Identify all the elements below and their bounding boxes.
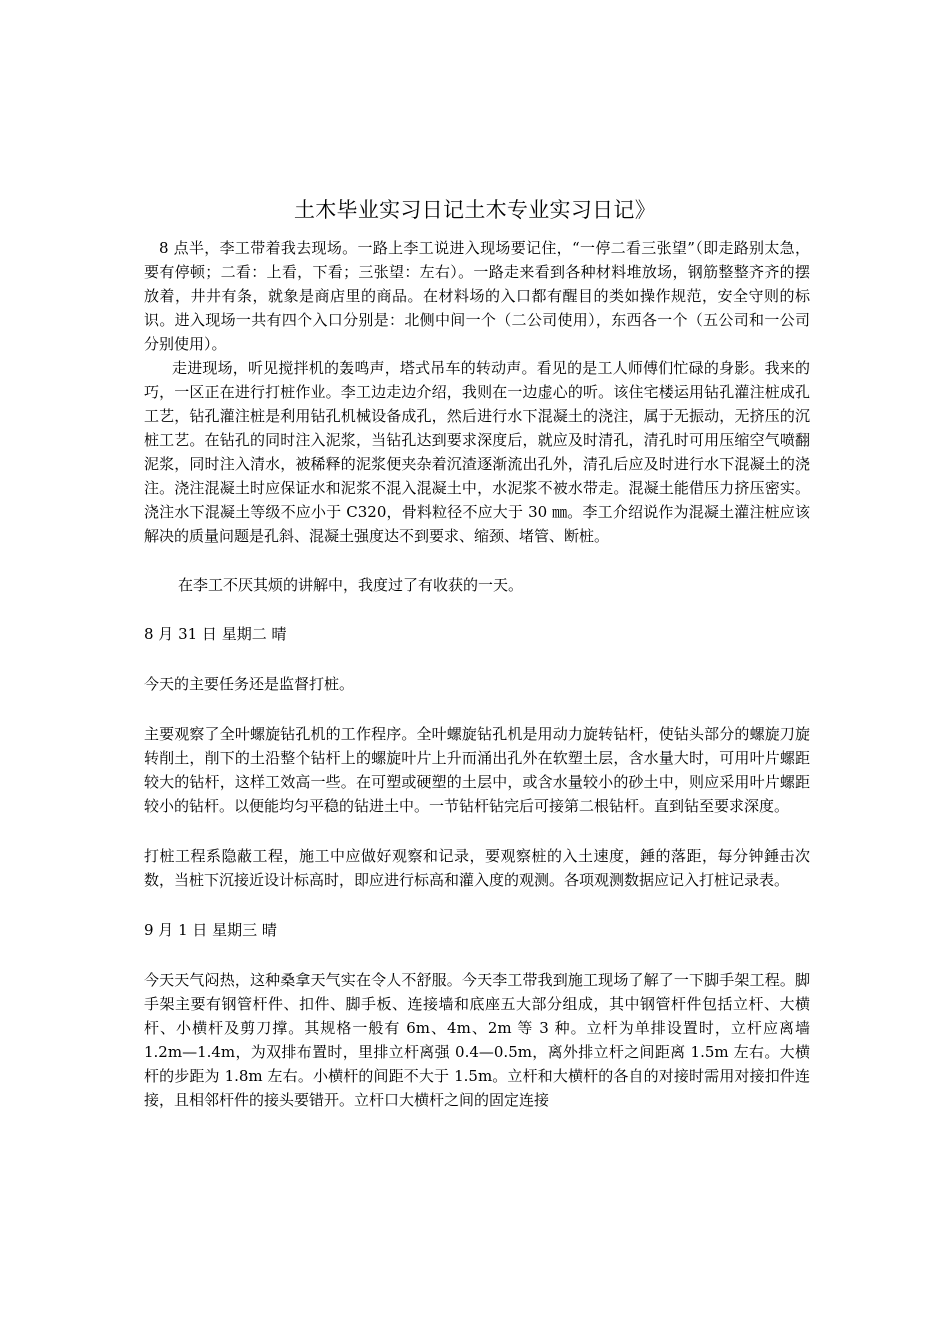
document-body [144,236,810,1112]
document-title: 土木毕业实习日记土木专业实习日记》 [293,198,657,222]
paragraph-auger-drill: 主要观察了全叶螺旋钻孔机的工作程序。全叶螺旋钻孔机是用动力旋转钻杆，使钻头部分的螺旋刀旋转削土，削下的土沿整个钻杆上的螺旋叶片上升而涌出孔外在软塑土层，含水量大时，可用叶片螺距较大的钻杆，这样工效高一些。在可塑或硬塑的土层中，或含水量较小的砂土中，则应采用叶片螺距较小的钻杆。以便能均匀平稳的钻进土中。一节钻杆钻完后可接第二根钻杆。直到钻至要求深度。 [144,725,810,815]
paragraph-main-task: 今天的主要任务还是监督打桩。 [144,675,355,693]
paragraph-piling-process: 走进现场，听见搅拌机的轰鸣声，塔式吊车的转动声。看见的是工人师傅们忙碌的身影。我来的巧，一区正在进行打桩作业。李工边走边介绍，我则在一边虚心的听。该住宅楼运用钻孔灌注桩成孔工艺，钻孔灌注桩是利用钻孔机械设备成孔，然后进行水下混凝土的浇注，属于无振动，无挤压的沉桩工艺。在钻孔的同时注入泥浆，当钻孔达到要求深度后，就应及时清孔，清孔时可用压缩空气喷翻泥浆，同时注入清水，被稀释的泥浆便夹杂着沉渣逐渐流出孔外，清孔后应及时进行水下混凝土的浇注。浇注混凝土时应保证水和泥浆不混入混凝土中，水泥浆不被水带走。混凝土能借压力挤压密实。浇注水下混凝土等级不应小于 C320，骨料粒径不应大于 30 ㎜。李工介绍说作为混凝土灌注桩应该解决的质量问题是孔斜、混凝土强度达不到要求、缩颈、堵管、断桩。 [144,359,810,545]
date-heading-sep-1: 9 月 1 日 星期三 晴 [144,921,277,939]
paragraph-day-summary: 在李工不厌其烦的讲解中，我度过了有收获的一天。 [178,576,524,594]
paragraph-site-visit: 8 点半，李工带着我去现场。一路上李工说进入现场要记住，“一停二看三张望”（即走路别太急，要有停顿；二看：上看，下看；三张望：左右）。一路走来看到各种材料堆放场，钢筋整整齐齐的摆放着，井井有条，就象是商店里的商品。在材料场的入口都有醒目的类如操作规范，安全守则的标识。进入现场一共有四个入口分别是：北侧中间一个（二公司使用），东西各一个（五公司和一公司分别使用）。 [144,239,810,353]
date-heading-aug-31: 8 月 31 日 星期二 晴 [144,625,287,643]
paragraph-piling-records: 打桩工程系隐蔽工程，施工中应做好观察和记录，要观察桩的入土速度，錘的落距，每分钟錘击次数，当桩下沉接近设计标高时，即应进行标高和灌入度的观测。各项观测数据应记入打桩记录表。 [144,847,810,889]
paragraph-scaffolding: 今天天气闷热，这种桑拿天气实在令人不舒服。今天李工带我到施工现场了解了一下脚手架工程。脚手架主要有钢管杆件、扣件、脚手板、连接墙和底座五大部分组成，其中钢管杆件包括立杆、大横杆、小横杆及剪刀撑。其规格一般有 6m、4m、2m 等 3 种。立杆为单排设置时，立杆应离墙 1.2m—1.4m，为双排布置时，里排立杆离强 0.4—0.5m，离外排立杆之间距离 1.5m 左右。大横杆的步距为 1.8m 左右。小横杆的间距不大于 1.5m。立杆和大横杆的各自的对接时需用对接扣件连接，且相邻杆件的接头要错开。立杆口大横杆之间的固定连接 [144,971,810,1109]
